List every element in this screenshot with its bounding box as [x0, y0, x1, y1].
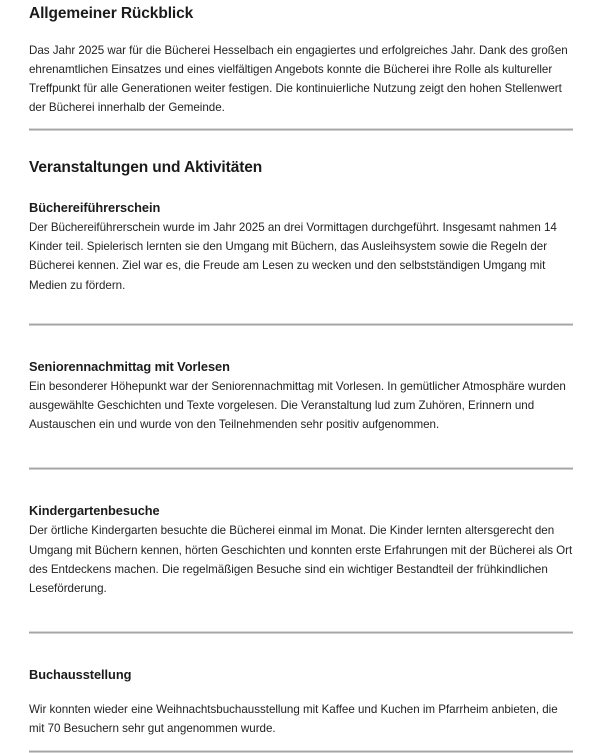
- section-heading-veranstaltungen-und-aktivitaeten: Veranstaltungen und Aktivitäten: [29, 159, 263, 177]
- subsection-seniorennachmittag-mit-vorlesen: [29, 359, 573, 435]
- spacer: [29, 470, 573, 503]
- spacer: [29, 295, 573, 323]
- spacer: [29, 131, 573, 159]
- subsection-heading-buchausstellung: Buchausstellung: [29, 667, 132, 683]
- subsection-paragraph-buchausstellung: Wir konnten wieder eine Weihnachtsbuchausstellung mit Kaffee und Kuchen im Pfarrheim anbieten, die mit 70 Besuchern sehr gut angenommen wurde.: [29, 703, 558, 736]
- subsection-heading-seniorennachmittag-mit-vorlesen: Seniorennachmittag mit Vorlesen: [29, 358, 230, 374]
- section-heading-allgemeiner-rueckblick: Allgemeiner Rückblick: [29, 5, 194, 22]
- spacer: [29, 739, 573, 750]
- subsection-buechereifuehrerschein: [29, 200, 573, 295]
- subsection-kindergartenbesuche: [29, 503, 573, 598]
- spacer: [29, 634, 573, 667]
- spacer: [29, 434, 573, 467]
- section-divider-5: [29, 750, 573, 753]
- subsection-heading-buechereifuehrerschein: Büchereiführerschein: [29, 200, 161, 215]
- subsection-paragraph-seniorennachmittag-mit-vorlesen: Ein besonderer Höhepunkt war der Seniorennachmittag mit Vorlesen. In gemütlicher Atmosphäre wurden ausgewählte Geschichten und Texte vorgelesen. Die Veranstaltung lud zum Zuhören, Erinnern und Austauschen ein und wurde von den Teilnehmenden sehr positiv aufgenommen.: [29, 379, 566, 432]
- subsection-paragraph-buechereifuehrerschein: Der Büchereiführerschein wurde im Jahr 2025 an drei Vormittagen durchgeführt. Insgesamt nahmen 14 Kinder teil. Spielerisch lernten sie den Umgang mit Büchern, das Ausleihsystem sowie die Regeln der Bücherei kennen. Ziel war es, die Freude am Lesen zu wecken und den selbstständigen Umgang mit Medien zu fördern.: [29, 220, 557, 292]
- spacer: [29, 117, 573, 128]
- section-allgemeiner-rueckblick: [29, 0, 573, 117]
- spacer: [29, 326, 573, 359]
- section-paragraph-allgemeiner-rueckblick: Das Jahr 2025 war für die Bücherei Hesselbach ein engagiertes und erfolgreiches Jahr. Dank des großen ehrenamtlichen Einsatzes und eines vielfältigen Angebots konnte die Bücherei ihre Rolle als kultureller Treffpunkt für alle Generationen weiter festigen. Die kontinuierliche Nutzung zeigt den hohen Stellenwert der Bücherei innerhalb der Gemeinde.: [29, 43, 568, 115]
- spacer: [29, 598, 573, 631]
- spacer: [29, 24, 573, 41]
- subsection-paragraph-kindergartenbesuche: Der örtliche Kindergarten besuchte die Bücherei einmal im Monat. Die Kinder lernten altersgerecht den Umgang mit Büchern kennen, hörten Geschichten und konnten erste Erfahrungen mit der Bücherei als Ort des Entdeckens machen. Die regelmäßigen Besuche sind ein wichtiger Bestandteil der frühkindlichen Leseförderung.: [29, 524, 573, 595]
- subsection-heading-kindergartenbesuche: Kindergartenbesuche: [29, 503, 160, 519]
- subsection-buchausstellung: [29, 667, 573, 738]
- spacer: [29, 683, 573, 700]
- spacer: [29, 178, 573, 200]
